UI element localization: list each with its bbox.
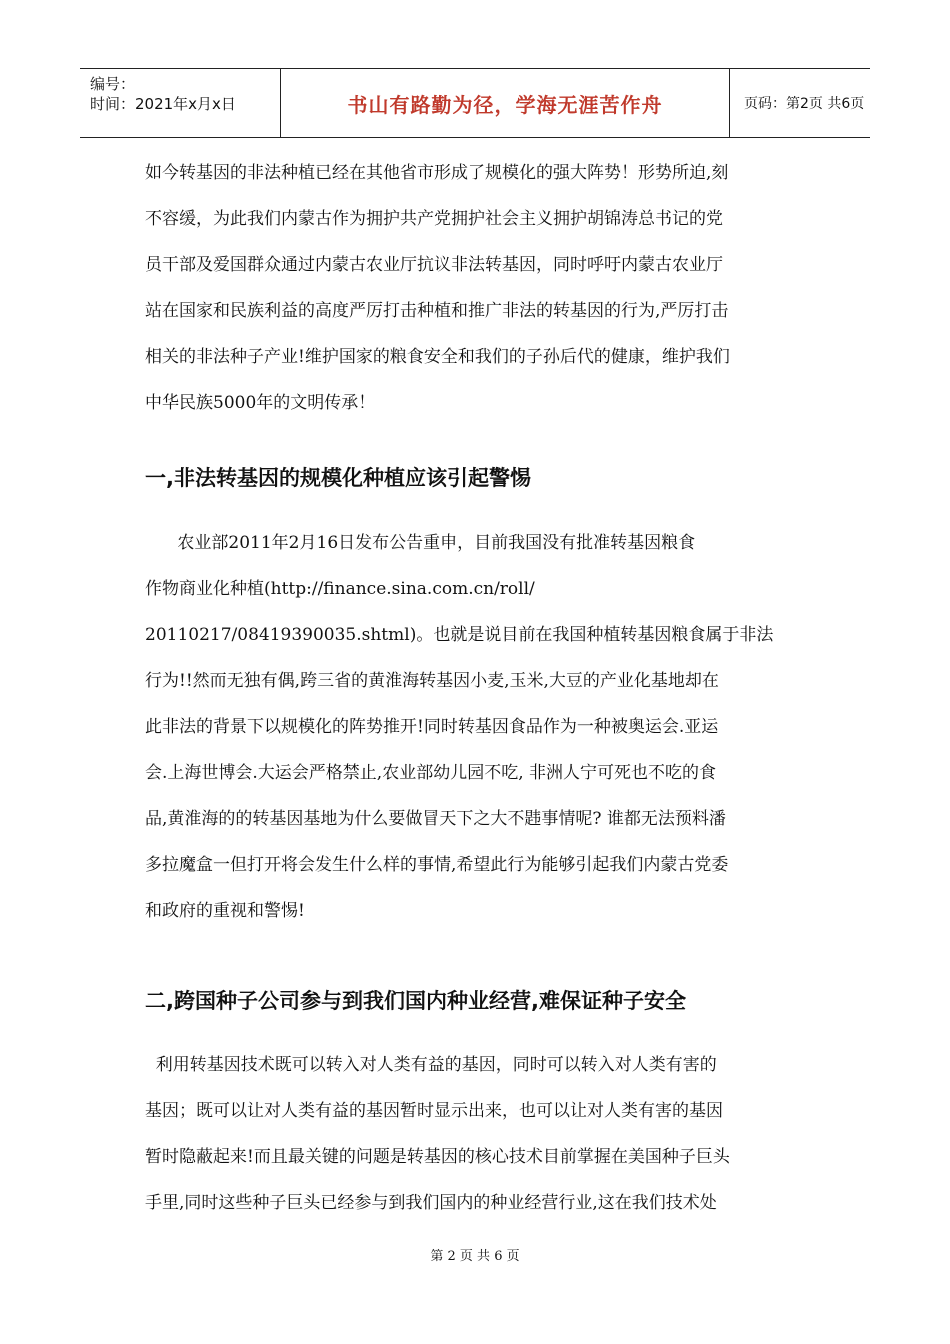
header-page-cell	[730, 69, 870, 137]
text-line: 站在国家和民族利益的高度严厉打击种植和推广非法的转基因的行为,严厉打击	[145, 301, 729, 321]
text-line: 此非法的背景下以规模化的阵势推开!同时转基因食品作为一种被奥运会.亚运	[145, 717, 719, 737]
serial-label: 编号：	[90, 75, 136, 93]
page-label: 页码：第2页 共6页	[744, 96, 865, 112]
text-line: 和政府的重视和警惕!	[145, 901, 305, 921]
date-label: 时间：2021年x月x日	[90, 95, 236, 113]
text-line: 多拉魔盒一但打开将会发生什么样的事情,希望此行为能够引起我们内蒙古党委	[145, 855, 729, 875]
text-line: 暂时隐蔽起来!而且最关键的问题是转基因的核心技术目前掌握在美国种子巨头	[145, 1147, 730, 1167]
header-motto-cell	[280, 69, 730, 137]
text-line: 品,黄淮海的的转基因基地为什么要做冒天下之大不韪事情呢? 谁都无法预料潘	[145, 809, 726, 829]
text-line: 员干部及爱国群众通过内蒙古农业厅抗议非法转基因，同时呼吁内蒙古农业厅	[145, 255, 723, 275]
section-heading-2: 二,跨国种子公司参与到我们国内种业经营,难保证种子安全	[145, 989, 686, 1013]
header-table	[80, 68, 870, 138]
text-line: 不容缓，为此我们内蒙古作为拥护共产党拥护社会主义拥护胡锦涛总书记的党	[145, 209, 723, 229]
header-left-cell	[80, 69, 280, 137]
paragraph-2	[145, 520, 810, 934]
page-footer: 第 2 页 共 6 页	[430, 1249, 520, 1264]
motto: 书山有路勤为径，学海无涯苦作舟	[347, 92, 663, 117]
text-line: 20110217/08419390035.shtml)。也就是说目前在我国种植转基因粮食属于非法	[145, 625, 774, 645]
paragraph-1	[145, 150, 810, 426]
text-line: 手里,同时这些种子巨头已经参与到我们国内的种业经营行业,这在我们技术处	[145, 1193, 717, 1213]
text-line: 相关的非法种子产业!维护国家的粮食安全和我们的子孙后代的健康，维护我们	[145, 347, 730, 367]
text-line: 中华民族5000年的文明传承！	[145, 393, 376, 413]
text-line: 基因；既可以让对人类有益的基因暂时显示出来，也可以让对人类有害的基因	[145, 1101, 723, 1121]
text-line: 作物商业化种植(http://finance.sina.com.cn/roll/	[145, 579, 535, 599]
text-line: 如今转基因的非法种植已经在其他省市形成了规模化的强大阵势！形势所迫,刻	[145, 163, 729, 183]
text-line: 利用转基因技术既可以转入对人类有益的基因，同时可以转入对人类有害的	[145, 1055, 717, 1075]
text-line: 行为!!然而无独有偶,跨三省的黄淮海转基因小麦,玉米,大豆的产业化基地却在	[145, 671, 719, 691]
section-heading-1: 一,非法转基因的规模化种植应该引起警惕	[145, 466, 531, 490]
text-line: 农业部2011年2月16日发布公告重申，目前我国没有批准转基因粮食	[145, 533, 696, 553]
paragraph-3	[145, 1042, 810, 1226]
text-line: 会.上海世博会.大运会严格禁止,农业部幼儿园不吃, 非洲人宁可死也不吃的食	[145, 763, 717, 783]
